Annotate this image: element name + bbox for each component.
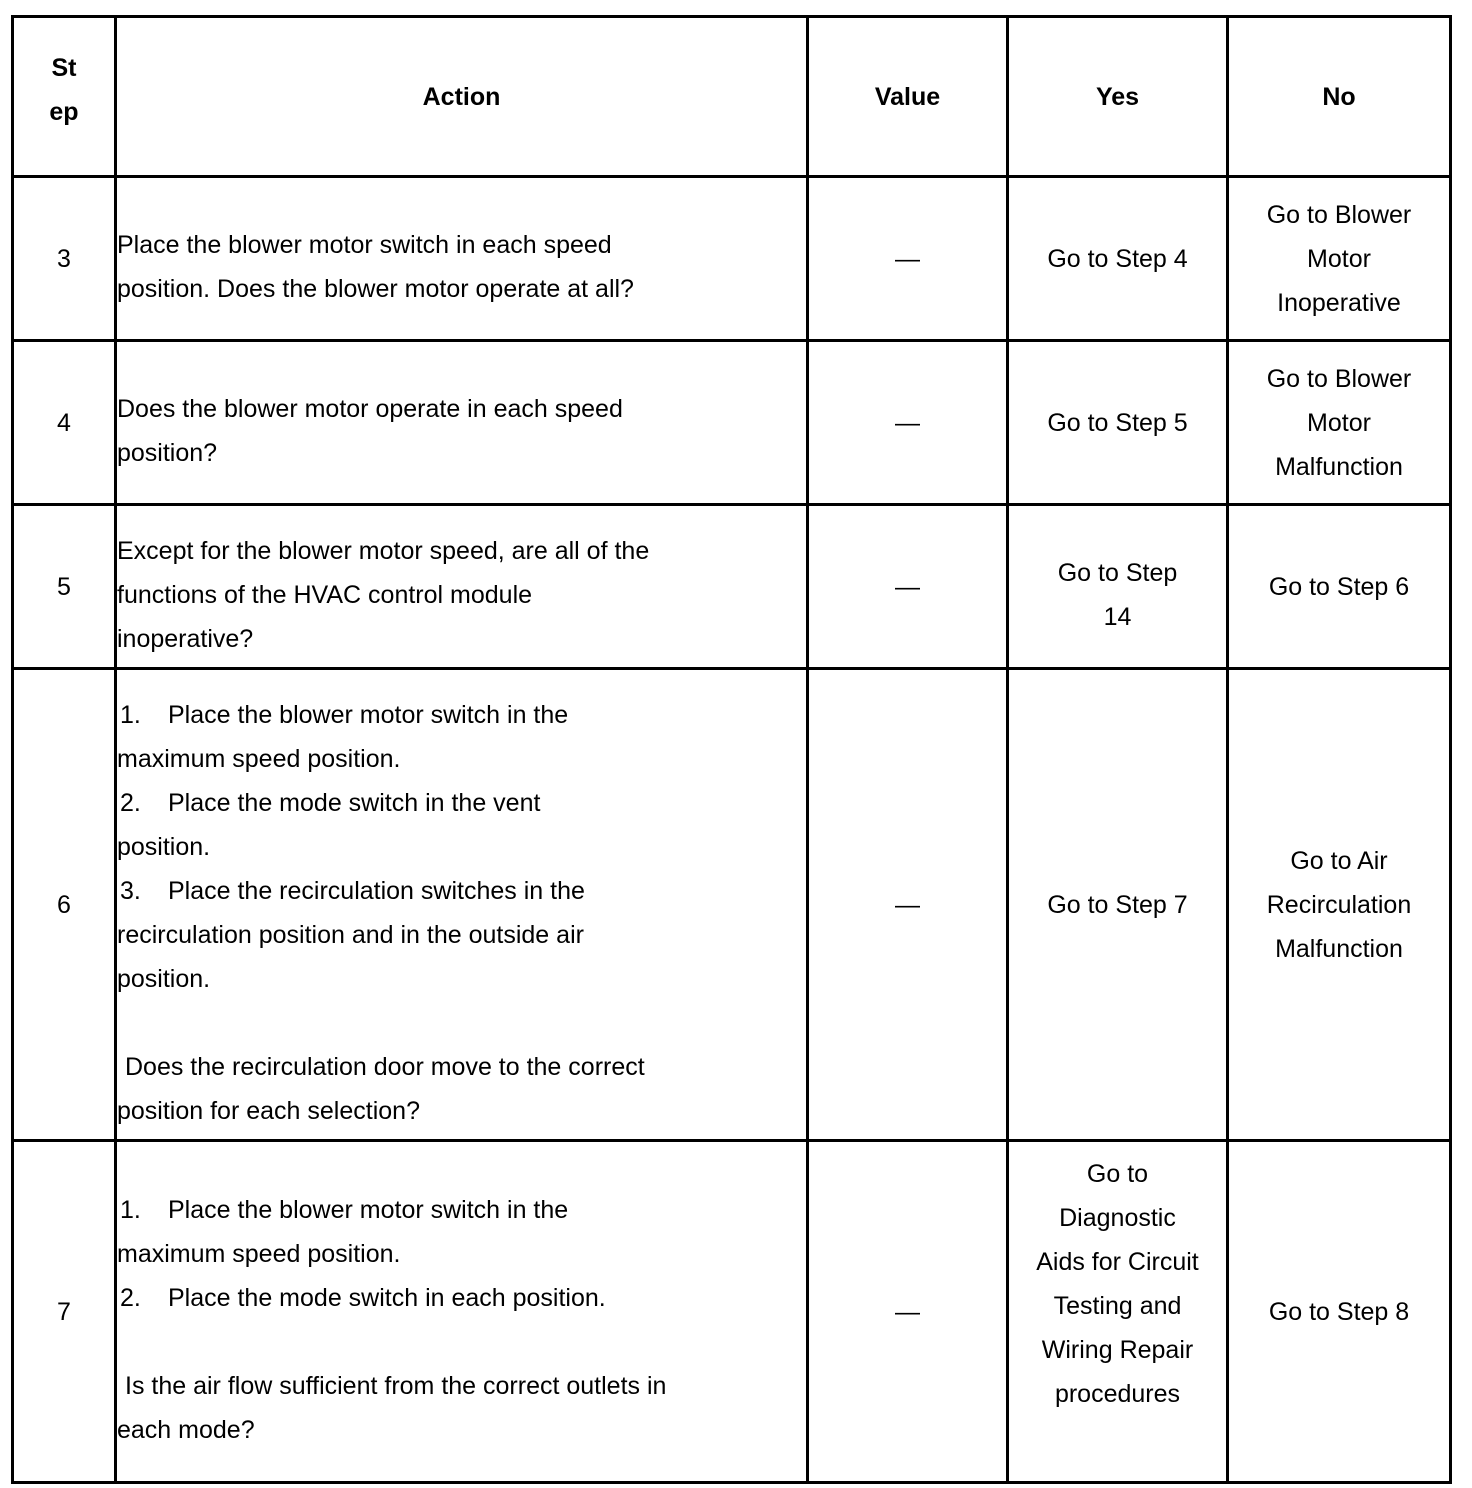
no-cell: Go to Step 6 bbox=[1228, 505, 1451, 669]
action-line: position. Does the blower motor operate at all? bbox=[117, 274, 634, 303]
no-cell: Go to Air Recirculation Malfunction bbox=[1228, 669, 1451, 1141]
step-number: 5 bbox=[13, 505, 116, 669]
list-item: 1. Place the blower motor switch in the maximum speed position. bbox=[117, 1195, 569, 1268]
action-question: Does the recirculation door move to the correct bbox=[125, 1052, 645, 1081]
action-cell bbox=[116, 505, 808, 669]
action-question: each mode? bbox=[117, 1415, 255, 1444]
action-cell bbox=[116, 341, 808, 505]
action-line: inoperative? bbox=[117, 624, 254, 653]
action-cell bbox=[116, 177, 808, 341]
table-row bbox=[13, 1141, 1451, 1483]
value-cell: — bbox=[808, 177, 1008, 341]
action-steps-list bbox=[117, 1188, 806, 1320]
header-step: St ep bbox=[13, 17, 116, 177]
step-number: 3 bbox=[13, 177, 116, 341]
table-row bbox=[13, 341, 1451, 505]
value-cell: — bbox=[808, 669, 1008, 1141]
header-action: Action bbox=[116, 17, 808, 177]
yes-cell: Go to Diagnostic Aids for Circuit Testing and Wiring Repair procedures bbox=[1008, 1141, 1228, 1483]
action-line: Place the blower motor switch in each speed bbox=[117, 230, 612, 259]
header-value: Value bbox=[808, 17, 1008, 177]
header-yes: Yes bbox=[1008, 17, 1228, 177]
list-item: 1. Place the blower motor switch in the maximum speed position. bbox=[117, 700, 569, 773]
yes-cell: Go to Step 14 bbox=[1008, 505, 1228, 669]
action-line: position? bbox=[117, 438, 218, 467]
step-number: 7 bbox=[13, 1141, 116, 1483]
action-question: Is the air flow sufficient from the correct outlets in bbox=[125, 1371, 667, 1400]
list-item: 2. Place the mode switch in the vent position. bbox=[117, 788, 541, 861]
header-row bbox=[13, 17, 1451, 177]
action-line: Does the blower motor operate in each speed bbox=[117, 394, 623, 423]
yes-cell: Go to Step 7 bbox=[1008, 669, 1228, 1141]
table-row bbox=[13, 669, 1451, 1141]
diagnostic-table bbox=[11, 15, 1452, 1484]
action-cell bbox=[116, 1141, 808, 1483]
action-question: position for each selection? bbox=[117, 1096, 420, 1125]
list-item: 3. Place the recirculation switches in the recirculation position and in the outside air position. bbox=[117, 876, 585, 993]
no-cell: Go to Blower Motor Inoperative bbox=[1228, 177, 1451, 341]
yes-cell: Go to Step 4 bbox=[1008, 177, 1228, 341]
value-cell: — bbox=[808, 1141, 1008, 1483]
no-cell: Go to Step 8 bbox=[1228, 1141, 1451, 1483]
yes-cell: Go to Step 5 bbox=[1008, 341, 1228, 505]
step-number: 6 bbox=[13, 669, 116, 1141]
value-cell: — bbox=[808, 505, 1008, 669]
action-cell bbox=[116, 669, 808, 1141]
no-cell: Go to Blower Motor Malfunction bbox=[1228, 341, 1451, 505]
list-item: 2. Place the mode switch in each position. bbox=[120, 1283, 606, 1312]
value-cell: — bbox=[808, 341, 1008, 505]
action-line: functions of the HVAC control module bbox=[117, 580, 533, 609]
table-row bbox=[13, 505, 1451, 669]
step-number: 4 bbox=[13, 341, 116, 505]
action-line: Except for the blower motor speed, are all of the bbox=[117, 536, 650, 565]
action-steps-list bbox=[117, 693, 806, 1001]
table-row bbox=[13, 177, 1451, 341]
header-no: No bbox=[1228, 17, 1451, 177]
